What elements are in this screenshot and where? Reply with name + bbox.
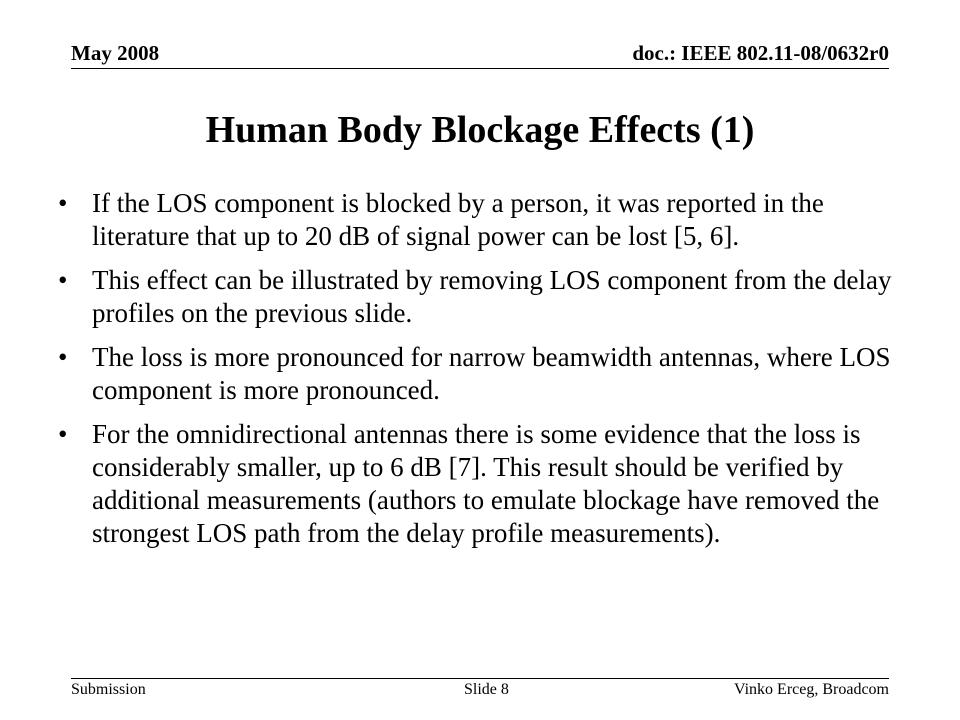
footer-submission: Submission: [71, 681, 146, 698]
header-divider: [71, 68, 889, 69]
bullet-dot-icon: •: [58, 419, 68, 449]
bullet-dot-icon: •: [58, 188, 68, 218]
bullet-dot-icon: •: [58, 265, 68, 295]
bullet-item: [58, 187, 904, 253]
bullet-text: This effect can be illustrated by removing LOS component from the delay profiles on the previous slide.: [92, 265, 892, 328]
bullet-item: [58, 341, 904, 407]
bullet-item: [58, 418, 904, 550]
slide-title: Human Body Blockage Effects (1): [205, 109, 755, 151]
bullet-text: The loss is more pronounced for narrow beamwidth antennas, where LOS component is more pronounced.: [92, 342, 891, 405]
footer-author: Vinko Erceg, Broadcom: [734, 681, 889, 698]
footer-divider: [71, 678, 889, 679]
bullet-dot-icon: •: [58, 342, 68, 372]
footer-slide-number: Slide 8: [464, 681, 509, 698]
bullet-text: If the LOS component is blocked by a person, it was reported in the literature that up to 20 dB of signal power can be lost [5, 6].: [92, 188, 824, 251]
header-doc-id: doc.: IEEE 802.11-08/0632r0: [632, 41, 889, 65]
header-date: May 2008: [71, 41, 160, 65]
bullet-list: [58, 187, 904, 561]
bullet-item: [58, 264, 904, 330]
bullet-text: For the omnidirectional antennas there is some evidence that the loss is considerably smaller, up to 6 dB [7]. This result should be verified by additional measurements (authors to emulate blockage have removed the strongest LOS path from the delay profile measurements).: [92, 419, 880, 548]
